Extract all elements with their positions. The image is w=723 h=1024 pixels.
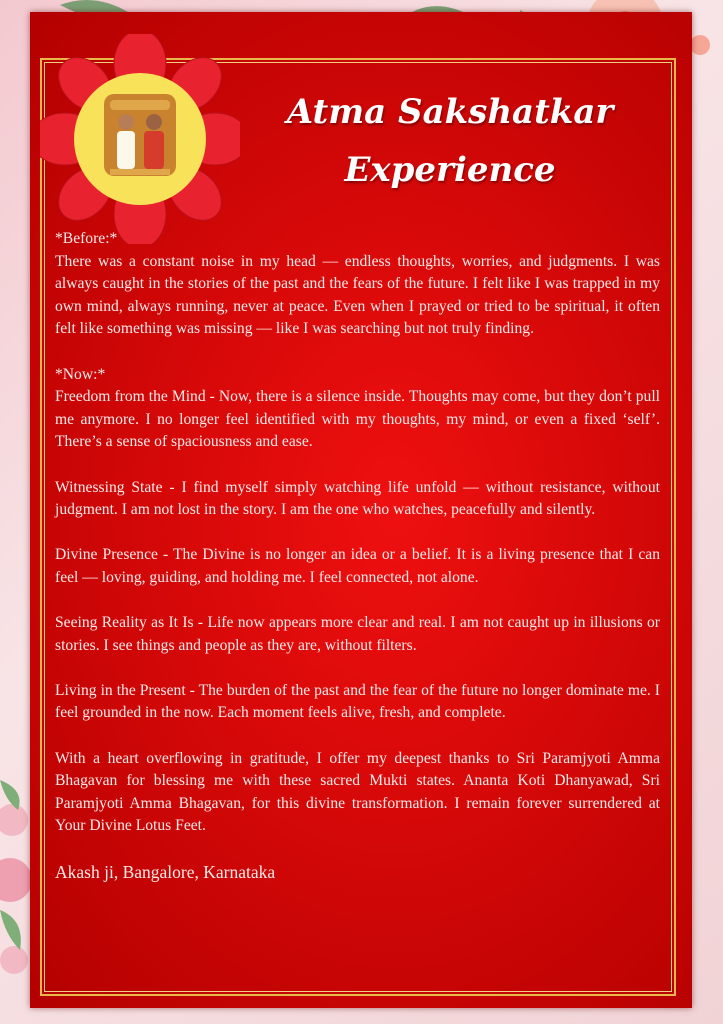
now-item-seeing-reality: Seeing Reality as It Is - Life now appears more clear and real. I am not caught up in illusions or stories. I see things and people as they are, without filters. — [55, 614, 660, 654]
title-line-1: Atma Sakshatkar — [286, 92, 614, 132]
before-text: There was a constant noise in my head — endless thoughts, worries, and judgments. I was always caught in the stories of the past and the fears of the future. I felt like I was trapped in my own mind, always running, never at peace. Even when I prayed or tried to be spiritual, it often felt like something was missing — like I was searching but not truly finding. — [55, 252, 660, 338]
portrait-image — [104, 94, 176, 176]
flower-medallion — [40, 34, 240, 244]
now-item-divine-presence: Divine Presence - The Divine is no longer an idea or a belief. It is a living presence that I can feel — loving, guiding, and holding me. I feel connected, not alone. — [55, 546, 660, 586]
now-item-freedom: Freedom from the Mind - Now, there is a silence inside. Thoughts may come, but they don’t pull me anymore. I no longer feel identified with my thoughts, my mind, or even a fixed ‘self’. There’s a sense of spaciousness and ease. — [55, 388, 660, 451]
now-item-witnessing: Witnessing State - I find myself simply watching life unfold — without resistance, without judgment. I am not lost in the story. I am the one who watches, peacefully and silently. — [55, 478, 660, 519]
title-line-2: Experience — [344, 150, 556, 190]
now-heading: *Now:* — [55, 365, 106, 383]
signature: Akash ji, Bangalore, Karnataka — [55, 861, 276, 882]
now-item-living-present: Living in the Present - The burden of the past and the fear of the future no longer dominate me. I feel grounded in the now. Each moment feels alive, fresh, and complete. — [55, 681, 660, 722]
gratitude-paragraph: With a heart overflowing in gratitude, I offer my deepest thanks to Sri Paramjyoti Amma Bhagavan for blessing me with these sacred Mukti states. Ananta Koti Dhanyawad, Sri Paramjyoti Amma Bhagavan, for this divine transformation. I remain forever surrendered at Your Divine Lotus Feet. — [55, 749, 660, 835]
testimonial-body — [55, 228, 660, 906]
before-heading: *Before:* — [55, 230, 118, 247]
